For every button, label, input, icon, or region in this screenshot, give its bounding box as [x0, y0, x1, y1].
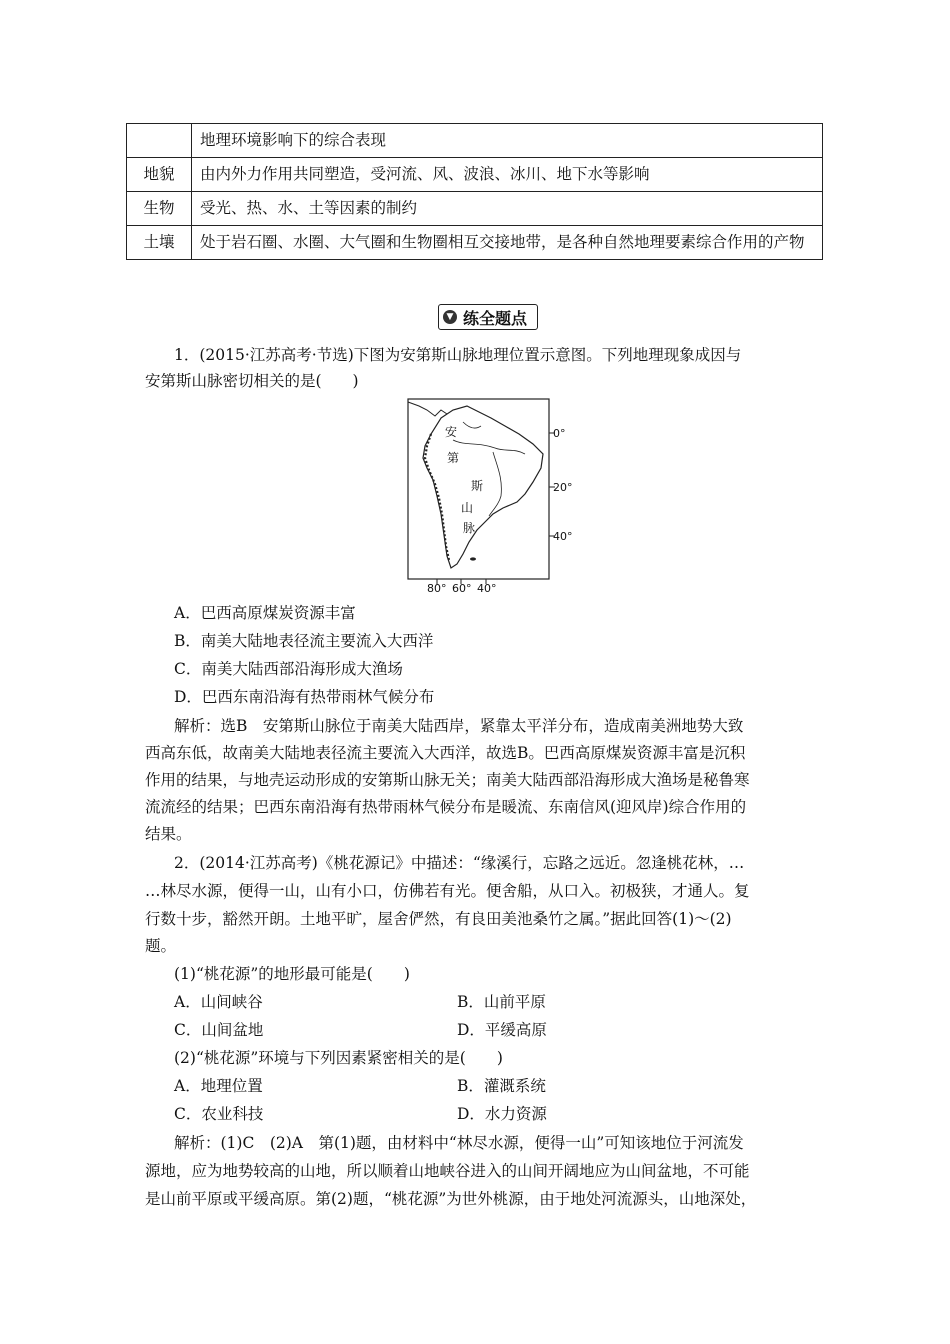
q2-stem-line: 题。 [145, 937, 177, 955]
section-title-badge [438, 304, 538, 330]
lon-label: 40° [477, 582, 497, 595]
q1-analysis-line: 解析：选B 安第斯山脉位于南美大陆西岸，紧靠太平洋分布，造成南美洲地势大致 [174, 717, 744, 735]
table-row [127, 226, 823, 260]
q1-option-b: B．南美大陆地表径流主要流入大西洋 [174, 632, 434, 650]
table-value-cell: 受光、热、水、土等因素的制约 [192, 192, 823, 226]
q1-option-d: D．巴西东南沿海有热带雨林气候分布 [174, 688, 435, 706]
q2-sub1-option-a: A．山间峡谷 [174, 993, 263, 1011]
section-title: 练全题点 [463, 308, 528, 328]
summary-table [126, 123, 823, 260]
table-row [127, 158, 823, 192]
lon-label: 80° [427, 582, 447, 595]
q1-analysis-line: 结果。 [145, 825, 192, 843]
q2-sub2-option-a: A．地理位置 [174, 1077, 263, 1095]
q2-sub2-question: (2)“桃花源”环境与下列因素紧密相关的是( ) [174, 1049, 503, 1067]
lon-label: 60° [452, 582, 472, 595]
q1-stem-line-1: 1．(2015·江苏高考·节选)下图为安第斯山脉地理位置示意图。下列地理现象成因与 [174, 346, 742, 364]
table-key-cell: 地貌 [127, 158, 192, 192]
q2-sub1-option-c: C．山间盆地 [174, 1021, 264, 1039]
map-range-char: 山 [461, 501, 474, 515]
lat-label: 40° [553, 530, 573, 543]
q1-option-c: C．南美大陆西部沿海形成大渔场 [174, 660, 403, 678]
table-key-cell: 生物 [127, 192, 192, 226]
q1-analysis-line: 西高东低，故南美大陆地表径流主要流入大西洋，故选B。巴西高原煤炭资源丰富是沉积 [145, 744, 746, 762]
q2-analysis-line: 解析：(1)C (2)A 第(1)题，由材料中“林尽水源，便得一山”可知该地位于河流发 [174, 1134, 744, 1152]
map-range-char: 斯 [471, 479, 484, 493]
map-range-char: 第 [447, 451, 460, 465]
table-header-cell: 地理环境影响下的综合表现 [192, 124, 823, 158]
lat-label: 20° [553, 481, 573, 494]
q1-option-a: A．巴西高原煤炭资源丰富 [174, 604, 356, 622]
table-value-cell: 由内外力作用共同塑造，受河流、风、波浪、冰川、地下水等影响 [192, 158, 823, 192]
q1-analysis-line: 作用的结果，与地壳运动形成的安第斯山脉无关；南美大陆西部沿海形成大渔场是秘鲁寒 [145, 771, 750, 789]
q2-analysis-line: 是山前平原或平缓高原。第(2)题，“桃花源”为世外桃源，由于地处河流源头，山地深处， [145, 1190, 757, 1208]
table-key-cell: 土壤 [127, 226, 192, 260]
q2-sub2-option-b: B．灌溉系统 [457, 1077, 546, 1095]
table-row [127, 192, 823, 226]
q2-stem-line: …林尽水源，便得一山，山有小口，仿佛若有光。便舍船，从口入。初极狭，才通人。复 [145, 882, 750, 900]
triangle-down-icon: ▼ [443, 310, 457, 324]
q2-sub1-option-d: D．平缓高原 [457, 1021, 547, 1039]
q1-analysis-line: 流流经的结果；巴西东南沿海有热带雨林气候分布是暖流、东南信风(迎风岸)综合作用的 [145, 798, 747, 816]
q2-sub2-option-d: D．水力资源 [457, 1105, 547, 1123]
q2-sub1-question: (1)“桃花源”的地形最可能是( ) [174, 965, 410, 983]
q2-sub2-option-c: C．农业科技 [174, 1105, 264, 1123]
map-range-char: 安 [445, 425, 458, 439]
falkland-islands [470, 557, 476, 560]
q2-sub1-option-b: B．山前平原 [457, 993, 546, 1011]
table-value-cell: 处于岩石圈、水圈、大气圈和生物圈相互交接地带，是各种自然地理要素综合作用的产物 [192, 226, 823, 260]
table-corner-cell [127, 124, 192, 158]
table-header-row [127, 124, 823, 158]
q2-analysis-line: 源地，应为地势较高的山地，所以顺着山地峡谷进入的山间开阔地应为山间盆地，不可能 [145, 1162, 750, 1180]
q1-stem-line-2: 安第斯山脉密切相关的是( ) [145, 372, 359, 390]
q2-stem-line: 2．(2014·江苏高考)《桃花源记》中描述：“缘溪行，忘路之远近。忽逢桃花林，… [174, 854, 745, 872]
map-range-char: 脉 [463, 521, 476, 535]
andes-map [405, 396, 585, 596]
lat-label: 0° [553, 427, 566, 440]
q2-stem-line: 行数十步，豁然开朗。土地平旷，屋舍俨然，有良田美池桑竹之属。”据此回答(1)～(2) [145, 910, 732, 928]
